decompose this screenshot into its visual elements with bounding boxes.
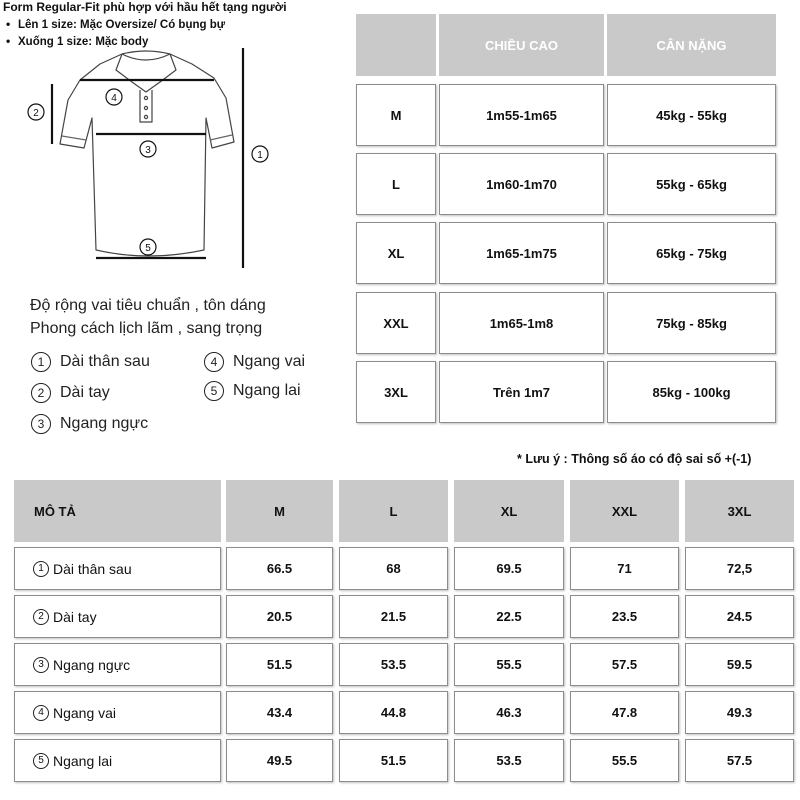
value-cell: 57.5	[570, 643, 679, 686]
size-table-corner	[356, 14, 436, 76]
header-height: CHIỀU CAO	[439, 14, 604, 76]
svg-text:5: 5	[145, 243, 151, 254]
size-height: Trên 1m7	[439, 361, 604, 423]
description-line-1: Độ rộng vai tiêu chuẩn , tôn dáng	[30, 297, 266, 314]
row-label-shoulder	[14, 691, 221, 734]
legend-number: 4	[204, 352, 224, 372]
row-label: Dài tay	[53, 608, 97, 625]
row-number: 4	[33, 705, 49, 721]
svg-text:3: 3	[145, 145, 151, 156]
header-size-3xl: 3XL	[685, 480, 794, 542]
size-label: M	[356, 84, 436, 146]
row-label-chest	[14, 643, 221, 686]
value-cell: 49.5	[226, 739, 333, 782]
value-cell: 53.5	[454, 739, 564, 782]
size-height: 1m65-1m8	[439, 292, 604, 354]
header-size-xxl: XXL	[570, 480, 679, 542]
svg-text:2: 2	[33, 108, 39, 119]
value-cell: 21.5	[339, 595, 448, 638]
value-cell: 53.5	[339, 643, 448, 686]
value-cell: 49.3	[685, 691, 794, 734]
svg-text:4: 4	[111, 93, 117, 104]
value-cell: 51.5	[226, 643, 333, 686]
legend-label: Ngang ngực	[60, 415, 149, 432]
legend-item-sleeve	[31, 383, 110, 403]
header-size-m: M	[226, 480, 333, 542]
shirt-diagram	[0, 40, 290, 280]
legend-item-chest	[31, 414, 148, 434]
legend-number: 2	[31, 383, 51, 403]
size-height: 1m55-1m65	[439, 84, 604, 146]
size-height: 1m65-1m75	[439, 222, 604, 284]
legend-item-back-length	[31, 352, 150, 372]
header-size-xl: XL	[454, 480, 564, 542]
value-cell: 23.5	[570, 595, 679, 638]
legend-item-shoulder	[204, 352, 305, 372]
row-label: Ngang vai	[53, 704, 117, 721]
tip-size-up: • Lên 1 size: Mặc Oversize/ Có bụng bự	[6, 16, 225, 33]
form-title: Form Regular-Fit phù hợp với hầu hết tạng người	[3, 0, 287, 14]
row-label: Ngang ngực	[53, 656, 131, 673]
legend-label: Dài tay	[60, 384, 110, 401]
value-cell: 55.5	[454, 643, 564, 686]
legend-item-hem	[204, 381, 301, 401]
header-weight: CÂN NẶNG	[607, 14, 776, 76]
header-size-l: L	[339, 480, 448, 542]
size-weight: 55kg - 65kg	[607, 153, 776, 215]
value-cell: 22.5	[454, 595, 564, 638]
row-number: 3	[33, 657, 49, 673]
value-cell: 59.5	[685, 643, 794, 686]
size-label: 3XL	[356, 361, 436, 423]
size-weight: 45kg - 55kg	[607, 84, 776, 146]
legend-label: Ngang vai	[233, 353, 306, 370]
svg-text:1: 1	[257, 150, 263, 161]
row-number: 2	[33, 609, 49, 625]
size-label: XXL	[356, 292, 436, 354]
value-cell: 46.3	[454, 691, 564, 734]
row-label-sleeve	[14, 595, 221, 638]
legend-number: 1	[31, 352, 51, 372]
value-cell: 44.8	[339, 691, 448, 734]
tolerance-note: * Lưu ý : Thông số áo có độ sai số +(-1)	[517, 452, 752, 466]
value-cell: 24.5	[685, 595, 794, 638]
row-number: 1	[33, 561, 49, 577]
row-label: Ngang lai	[53, 752, 113, 769]
value-cell: 20.5	[226, 595, 333, 638]
size-label: L	[356, 153, 436, 215]
value-cell: 72,5	[685, 547, 794, 590]
value-cell: 69.5	[454, 547, 564, 590]
header-description: MÔ TẢ	[14, 480, 221, 542]
value-cell: 57.5	[685, 739, 794, 782]
row-label-hem	[14, 739, 221, 782]
size-height: 1m60-1m70	[439, 153, 604, 215]
size-weight: 65kg - 75kg	[607, 222, 776, 284]
legend-number: 5	[204, 381, 224, 401]
description-line-2: Phong cách lịch lãm , sang trọng	[30, 320, 263, 337]
tip-size-down: • Xuống 1 size: Mặc body	[6, 33, 225, 50]
value-cell: 47.8	[570, 691, 679, 734]
shirt-collar	[116, 51, 176, 92]
legend-number: 3	[31, 414, 51, 434]
value-cell: 71	[570, 547, 679, 590]
value-cell: 68	[339, 547, 448, 590]
value-cell: 43.4	[226, 691, 333, 734]
size-weight: 75kg - 85kg	[607, 292, 776, 354]
value-cell: 51.5	[339, 739, 448, 782]
row-label: Dài thân sau	[53, 560, 132, 577]
row-number: 5	[33, 753, 49, 769]
legend-label: Dài thân sau	[60, 353, 150, 370]
size-weight: 85kg - 100kg	[607, 361, 776, 423]
row-label-back-length	[14, 547, 221, 590]
size-label: XL	[356, 222, 436, 284]
value-cell: 66.5	[226, 547, 333, 590]
value-cell: 55.5	[570, 739, 679, 782]
legend-label: Ngang lai	[233, 382, 301, 399]
